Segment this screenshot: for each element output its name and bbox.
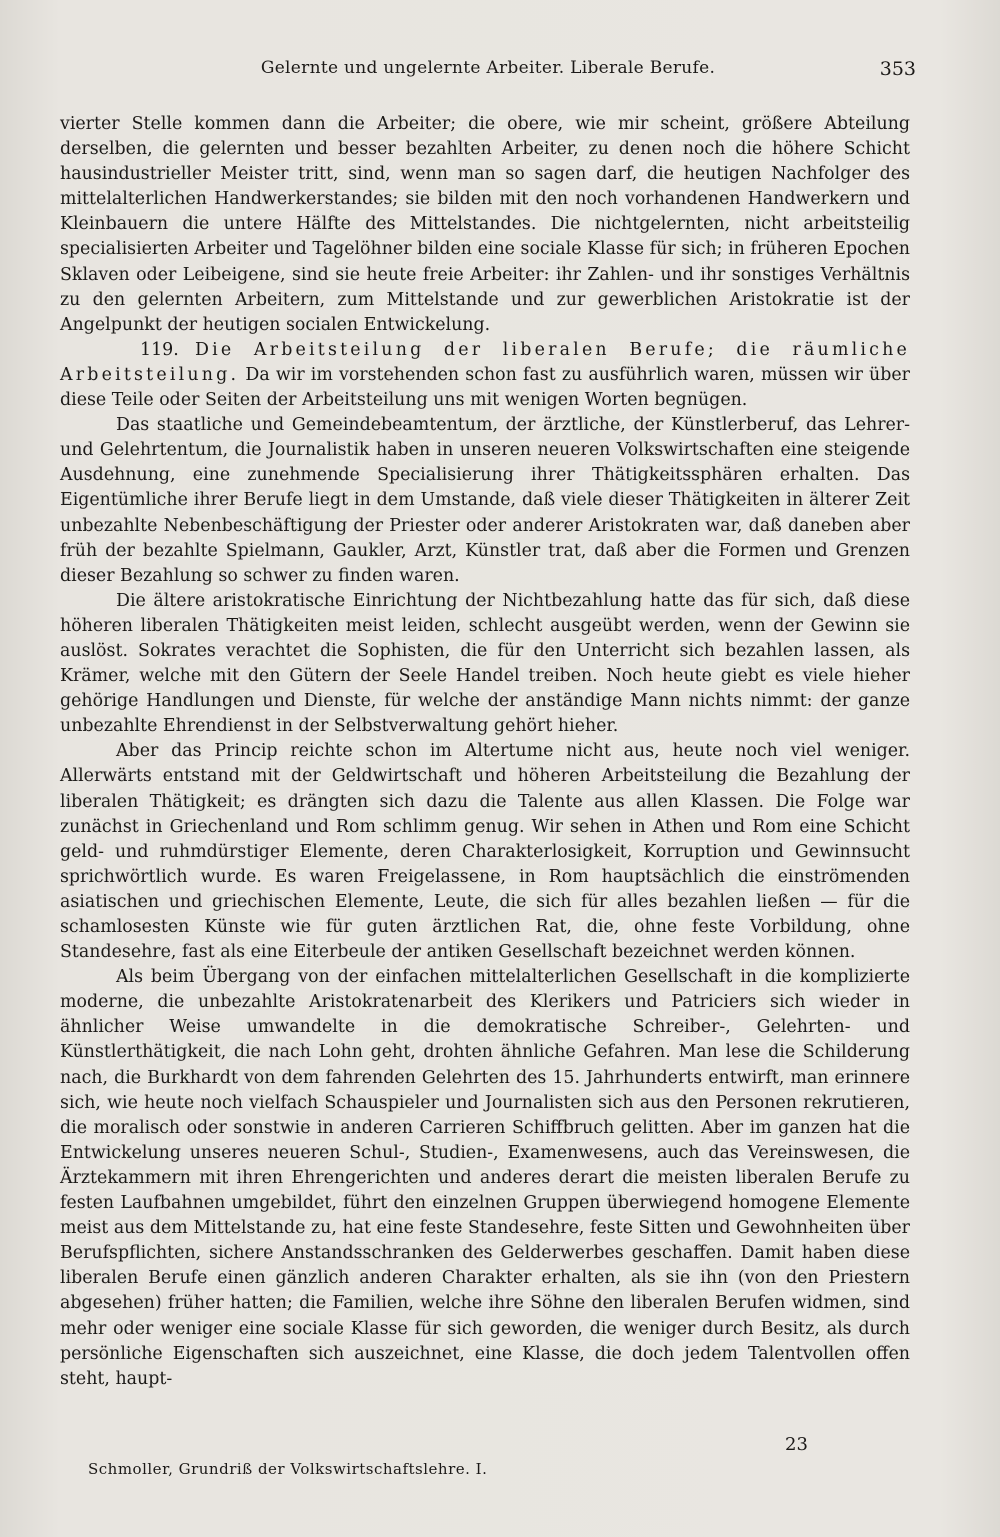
- page-header: [60, 58, 916, 88]
- paragraph: Aber das Princip reichte schon im Altertume nicht aus, heute noch viel weniger. Allerwärts entstand mit der Geldwirtschaft und höheren Arbeitsteilung die Bezahlung der liberalen Thätigkeit; es drängten sich dazu die Talente aus allen Klassen. Die Folge war zunächst in Griechenland und Rom schlimm genug. Wir sehen in Athen und Rom eine Schicht geld- und ruhmdürstiger Elemente, deren Charakterlosigkeit, Korruption und Gewinnsucht sprichwörtlich wurde. Es waren Freigelassene, in Rom hauptsächlich die einströmenden asiatischen und griechischen Elemente, Leute, die sich für alles bezahlen ließen — für die schamlosesten Künste wie für guten ärztlichen Rat, die, ohne feste Vorbildung, ohne Standesehre, fast als eine Eiterbeule der antiken Gesellschaft bezeichnet werden können.: [60, 741, 910, 963]
- paragraph: vierter Stelle kommen dann die Arbeiter; die obere, wie mir scheint, größere Abteilung derselben, die gelernten und besser bezahlten Arbeiter, zu denen noch die höhere Schicht hausindustrieller Meister tritt, sind, wenn man so sagen darf, die heutigen Nachfolger des mittelalterlichen Handwerkerstandes; sie bilden mit den noch vorhandenen Handwerkern und Kleinbauern die untere Hälfte des Mittelstandes. Die nichtgelernten, nicht arbeitsteilig specialisierten Arbeiter und Tagelöhner bilden eine sociale Klasse für sich; in früheren Epochen Sklaven oder Leibeigene, sind sie heute freie Arbeiter: ihr Zahlen- und ihr sonstiges Verhältnis zu den gelernten Arbeitern, zum Mittelstande und zur gewerblichen Aristokratie ist der Angelpunkt der heutigen socialen Entwickelung.: [60, 114, 910, 335]
- body-text: [60, 112, 910, 1392]
- paragraph: Als beim Übergang von der einfachen mittelalterlichen Gesellschaft in die komplizierte moderne, die unbezahlte Aristokratenarbeit des Klerikers und Patriciers sich wieder in ähnlicher Weise umwandelte in die demokratische Schreiber-, Gelehrten- und Künstlerthätigkeit, die nach Lohn geht, drohten ähnliche Gefahren. Man lese die Schilderung nach, die Burkhardt von dem fahrenden Gelehrten des 15. Jahrhunderts entwirft, man erinnere sich, wie heute noch vielfach Schauspieler und Journalisten sich aus den Personen rekrutieren, die moralisch oder sonstwie in anderen Carrieren Schiffbruch gelitten. Aber im ganzen hat die Entwickelung unseres neueren Schul-, Studien-, Examenwesens, auch das Vereinswesen, die Ärztekammern mit ihren Ehrengerichten und anderes derart die meisten liberalen Berufe zu festen Laufbahnen umgebildet, führt den einzelnen Gruppen überwiegend homogene Elemente meist aus dem Mittelstande zu, hat eine feste Standesehre, feste Sitten und Gewohnheiten über Berufspflichten, sichere Anstandsschranken des Gelderwerbes geschaffen. Damit haben diese liberalen Berufe einen gänzlich anderen Charakter erhalten, als sie ihn (von den Priestern abgesehen) früher hatten; die Familien, welche ihre Söhne den liberalen Berufen widmen, sind mehr oder weniger eine sociale Klasse für sich geworden, die weniger durch Besitz, als durch persönliche Eigenschaften sich auszeichnet, eine Klasse, die doch jedem Talentvollen offen steht, haupt-: [60, 967, 910, 1389]
- signature-mark: 23: [785, 1434, 808, 1455]
- section-title: Die Arbeitsteilung der liberalen Berufe; die räumliche Arbeitsteilung.: [60, 339, 910, 385]
- paragraph: Die ältere aristokratische Einrichtung der Nichtbezahlung hatte das für sich, daß diese höheren liberalen Thätigkeiten meist leiden, schlecht ausgeübt werden, wenn der Gewinn sie auslöst. Sokrates verachtet die Sophisten, die für den Unterricht sich bezahlen lassen, als Krämer, welche mit den Gütern der Seele Handel treiben. Noch heute giebt es viele hieher gehörige Handlungen und Dienste, für welche der anständige Mann nichts nimmt: der ganze unbezahlte Ehrendienst in der Selbstverwaltung gehört hieher.: [60, 590, 910, 737]
- running-title: Gelernte und ungelernte Arbeiter. Liberale Berufe.: [260, 58, 716, 78]
- footer-note: Schmoller, Grundriß der Volkswirtschaftslehre. I.: [88, 1460, 488, 1478]
- section-text: Da wir im vorstehenden schon fast zu ausführlich waren, müssen wir über diese Teile oder Seiten der Arbeitsteilung uns mit wenigen Worten begnügen.: [60, 364, 910, 411]
- section-number: 119.: [140, 339, 179, 360]
- section-paragraph: [60, 338, 910, 413]
- paragraph: Das staatliche und Gemeindebeamtentum, der ärztliche, der Künstlerberuf, das Lehrer- und Gelehrtentum, die Journalistik haben in unseren neueren Volkswirtschaften eine steigende Ausdehnung, eine zunehmende Specialisierung ihrer Thätigkeitssphären erhalten. Das Eigentümliche ihrer Berufe liegt in dem Umstande, daß viele dieser Thätigkeiten in älterer Zeit unbezahlte Nebenbeschäftigung der Priester oder anderer Aristokraten war, daß daneben aber früh der bezahlte Spielmann, Gaukler, Arzt, Künstler trat, daß aber die Formen und Grenzen dieser Bezahlung so schwer zu finden waren.: [60, 415, 910, 586]
- page-number: 353: [879, 58, 916, 80]
